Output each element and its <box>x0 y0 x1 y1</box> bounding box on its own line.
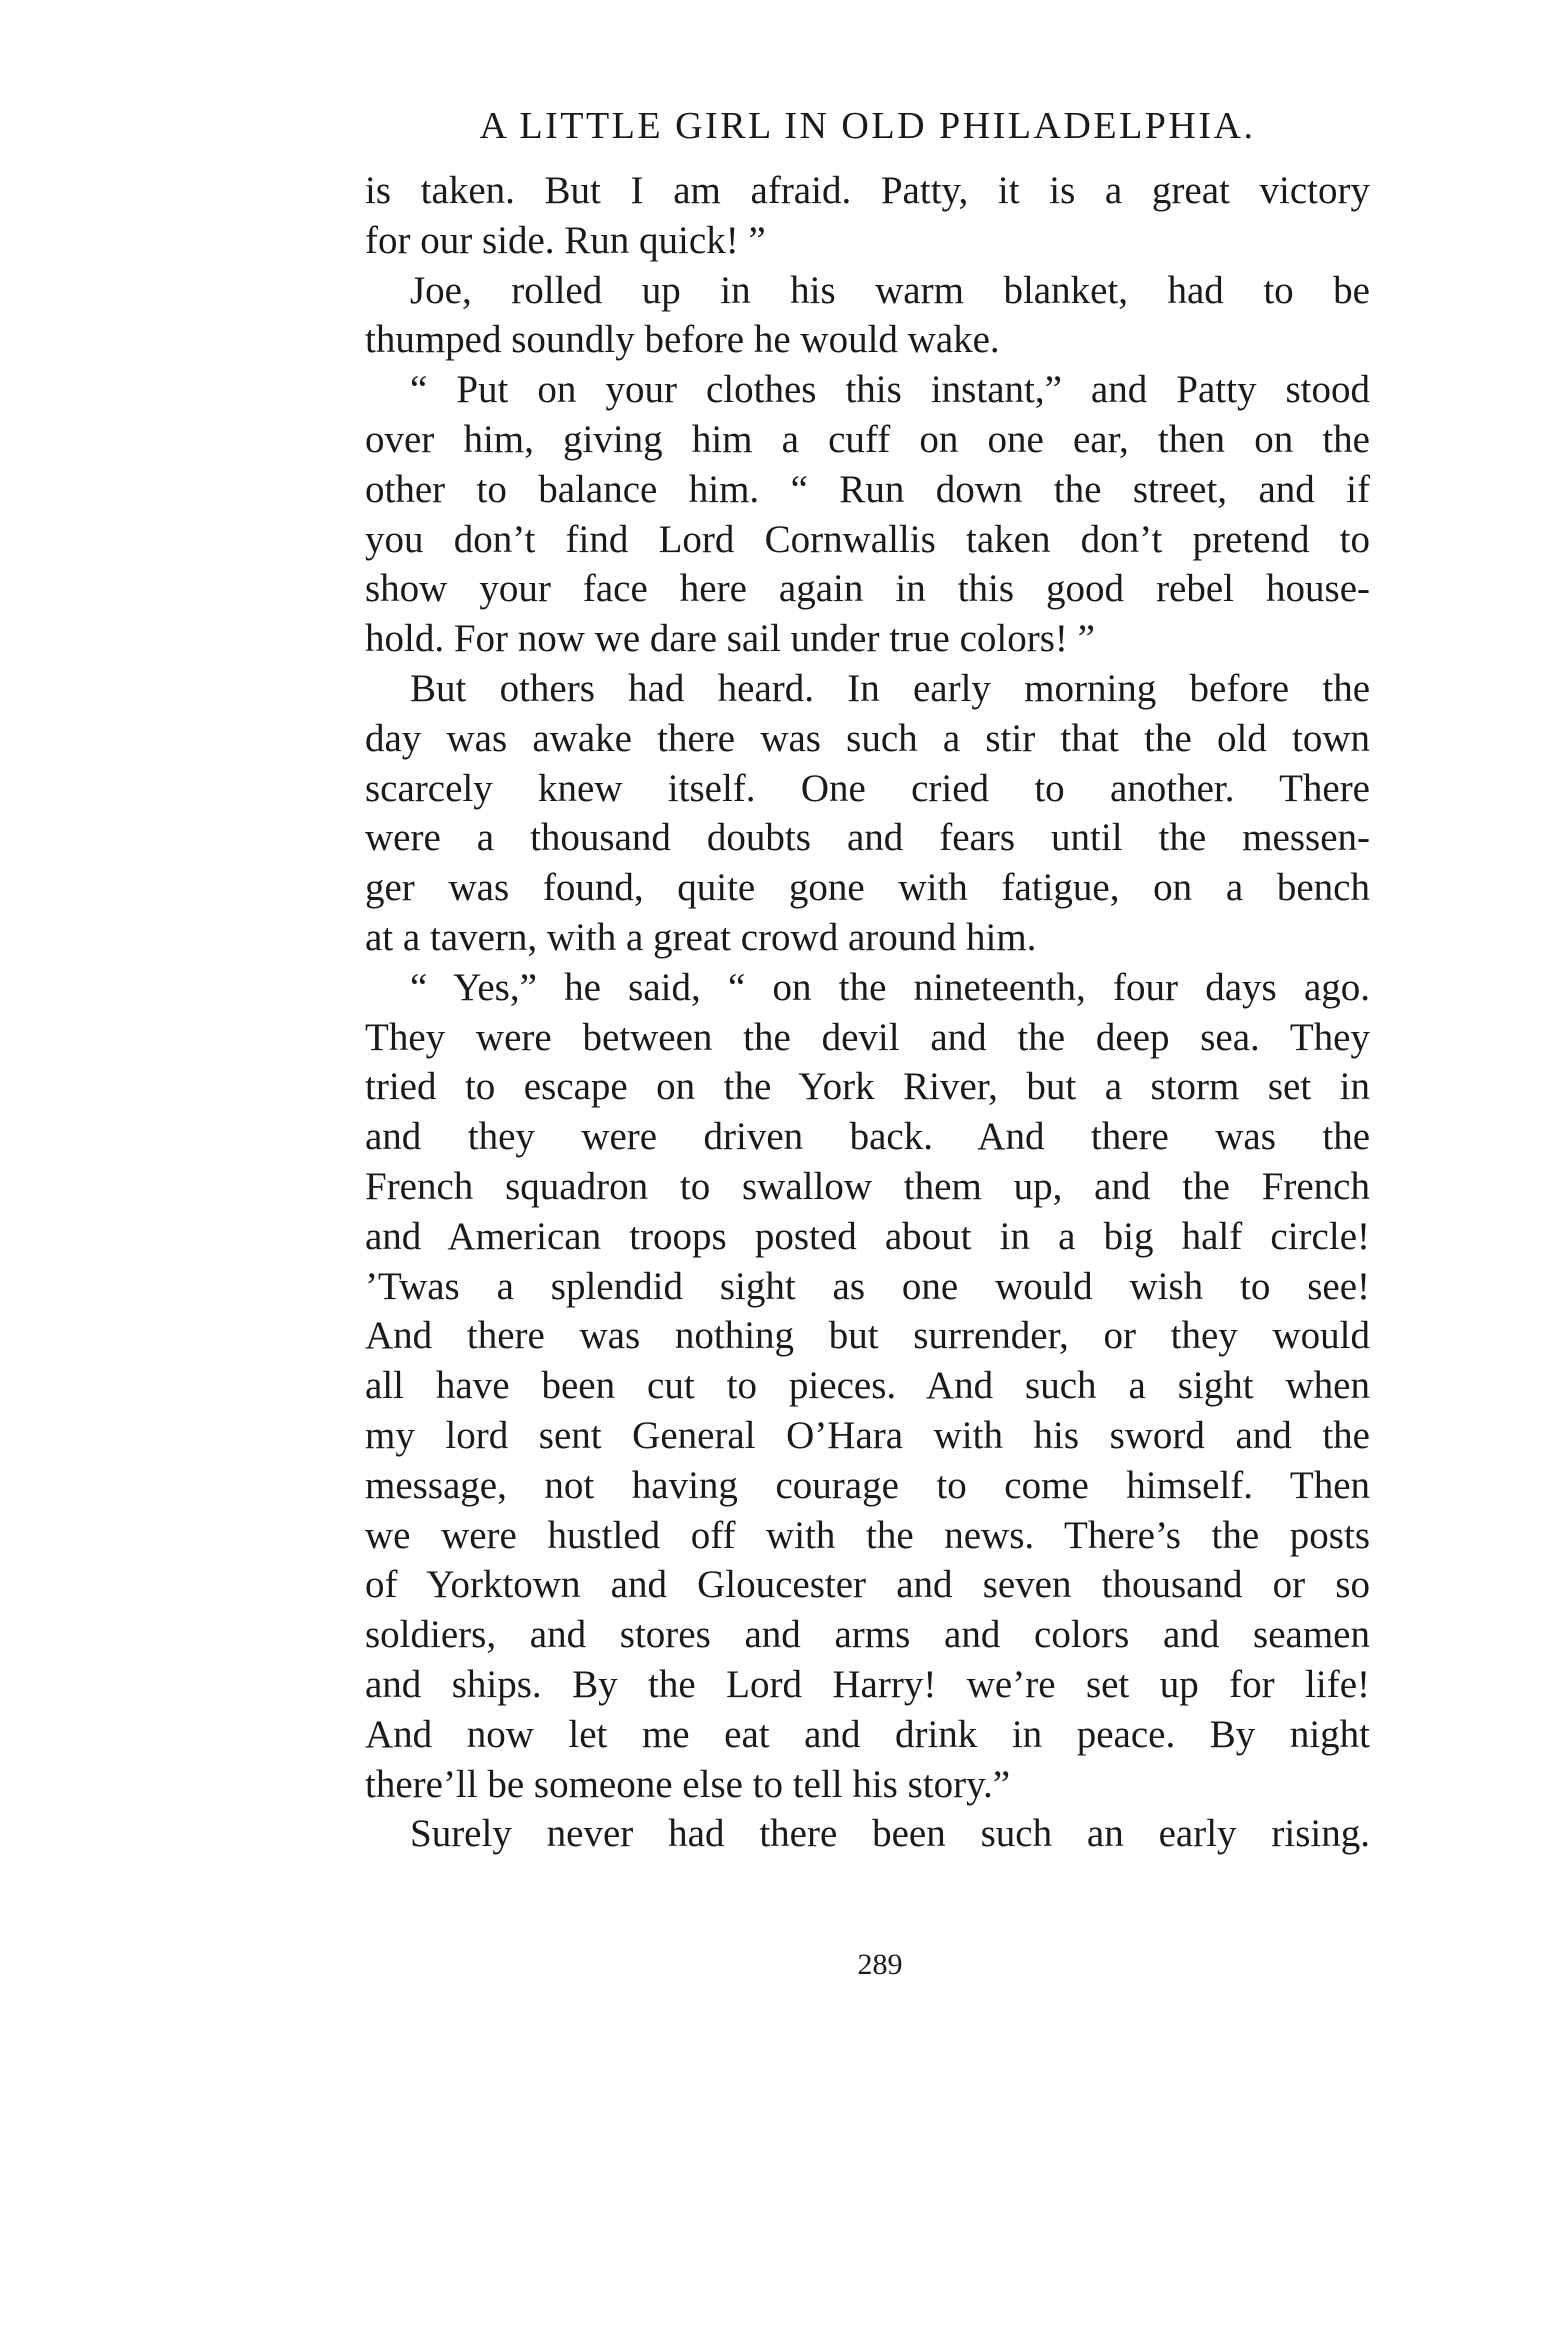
text-line: ger was found, quite gone with fatigue, on a bench <box>365 866 1370 910</box>
text-line: show your face here again in this good rebel house- <box>365 567 1370 611</box>
text-line: there’ll be someone else to tell his story.” <box>365 1762 1011 1806</box>
text-line: Surely never had there been such an early rising. <box>410 1812 1370 1856</box>
text-line: tried to escape on the York River, but a storm set in <box>365 1065 1370 1109</box>
text-line: we were hustled off with the news. There’s the posts <box>365 1513 1370 1557</box>
running-head: A LITTLE GIRL IN OLD PHILADELPHIA. <box>479 105 1256 147</box>
text-line: ’Twas a splendid sight as one would wish to see! <box>365 1264 1370 1308</box>
text-line: day was awake there was such a stir that the old town <box>365 716 1370 760</box>
text-line: French squadron to swallow them up, and the French <box>365 1164 1370 1208</box>
text-line: of Yorktown and Gloucester and seven thousand or so <box>365 1563 1370 1607</box>
text-line: thumped soundly before he would wake. <box>365 318 1000 362</box>
page-number: 289 <box>857 1948 903 1981</box>
text-line: message, not having courage to come himself. Then <box>365 1463 1370 1507</box>
text-line: is taken. But I am afraid. Patty, it is a great victory <box>365 169 1370 212</box>
text-line: my lord sent General O’Hara with his sword and the <box>365 1413 1370 1457</box>
text-line: you don’t find Lord Cornwallis taken don’t pretend to <box>365 517 1370 561</box>
text-line: and they were driven back. And there was the <box>365 1115 1370 1159</box>
text-line: were a thousand doubts and fears until the messen- <box>365 816 1370 860</box>
text-line: hold. For now we dare sail under true colors! ” <box>365 617 1095 661</box>
text-line: scarcely knew itself. One cried to another. There <box>365 766 1370 810</box>
text-line: and ships. By the Lord Harry! we’re set up for life! <box>365 1662 1370 1706</box>
text-line: all have been cut to pieces. And such a sight when <box>365 1364 1370 1408</box>
text-line: And now let me eat and drink in peace. By night <box>365 1712 1370 1756</box>
text-line: other to balance him. “ Run down the street, and if <box>365 467 1370 511</box>
text-line: But others had heard. In early morning before the <box>410 666 1370 710</box>
text-line: And there was nothing but surrender, or they would <box>365 1314 1370 1358</box>
text-line: They were between the devil and the deep sea. They <box>365 1015 1370 1059</box>
text-line: at a tavern, with a great crowd around him. <box>365 915 1037 959</box>
text-line: Joe, rolled up in his warm blanket, had to be <box>410 268 1370 312</box>
text-line: “ Put on your clothes this instant,” and Patty stood <box>410 368 1370 412</box>
text-line: “ Yes,” he said, “ on the nineteenth, four days ago. <box>410 965 1370 1009</box>
text-line: soldiers, and stores and arms and colors and seamen <box>365 1613 1370 1657</box>
text-line: for our side. Run quick! ” <box>365 218 766 262</box>
body-text <box>365 166 1370 1859</box>
book-page <box>365 100 1370 1859</box>
text-line: and American troops posted about in a big half circle! <box>365 1214 1370 1258</box>
text-line: over him, giving him a cuff on one ear, then on the <box>365 417 1370 461</box>
